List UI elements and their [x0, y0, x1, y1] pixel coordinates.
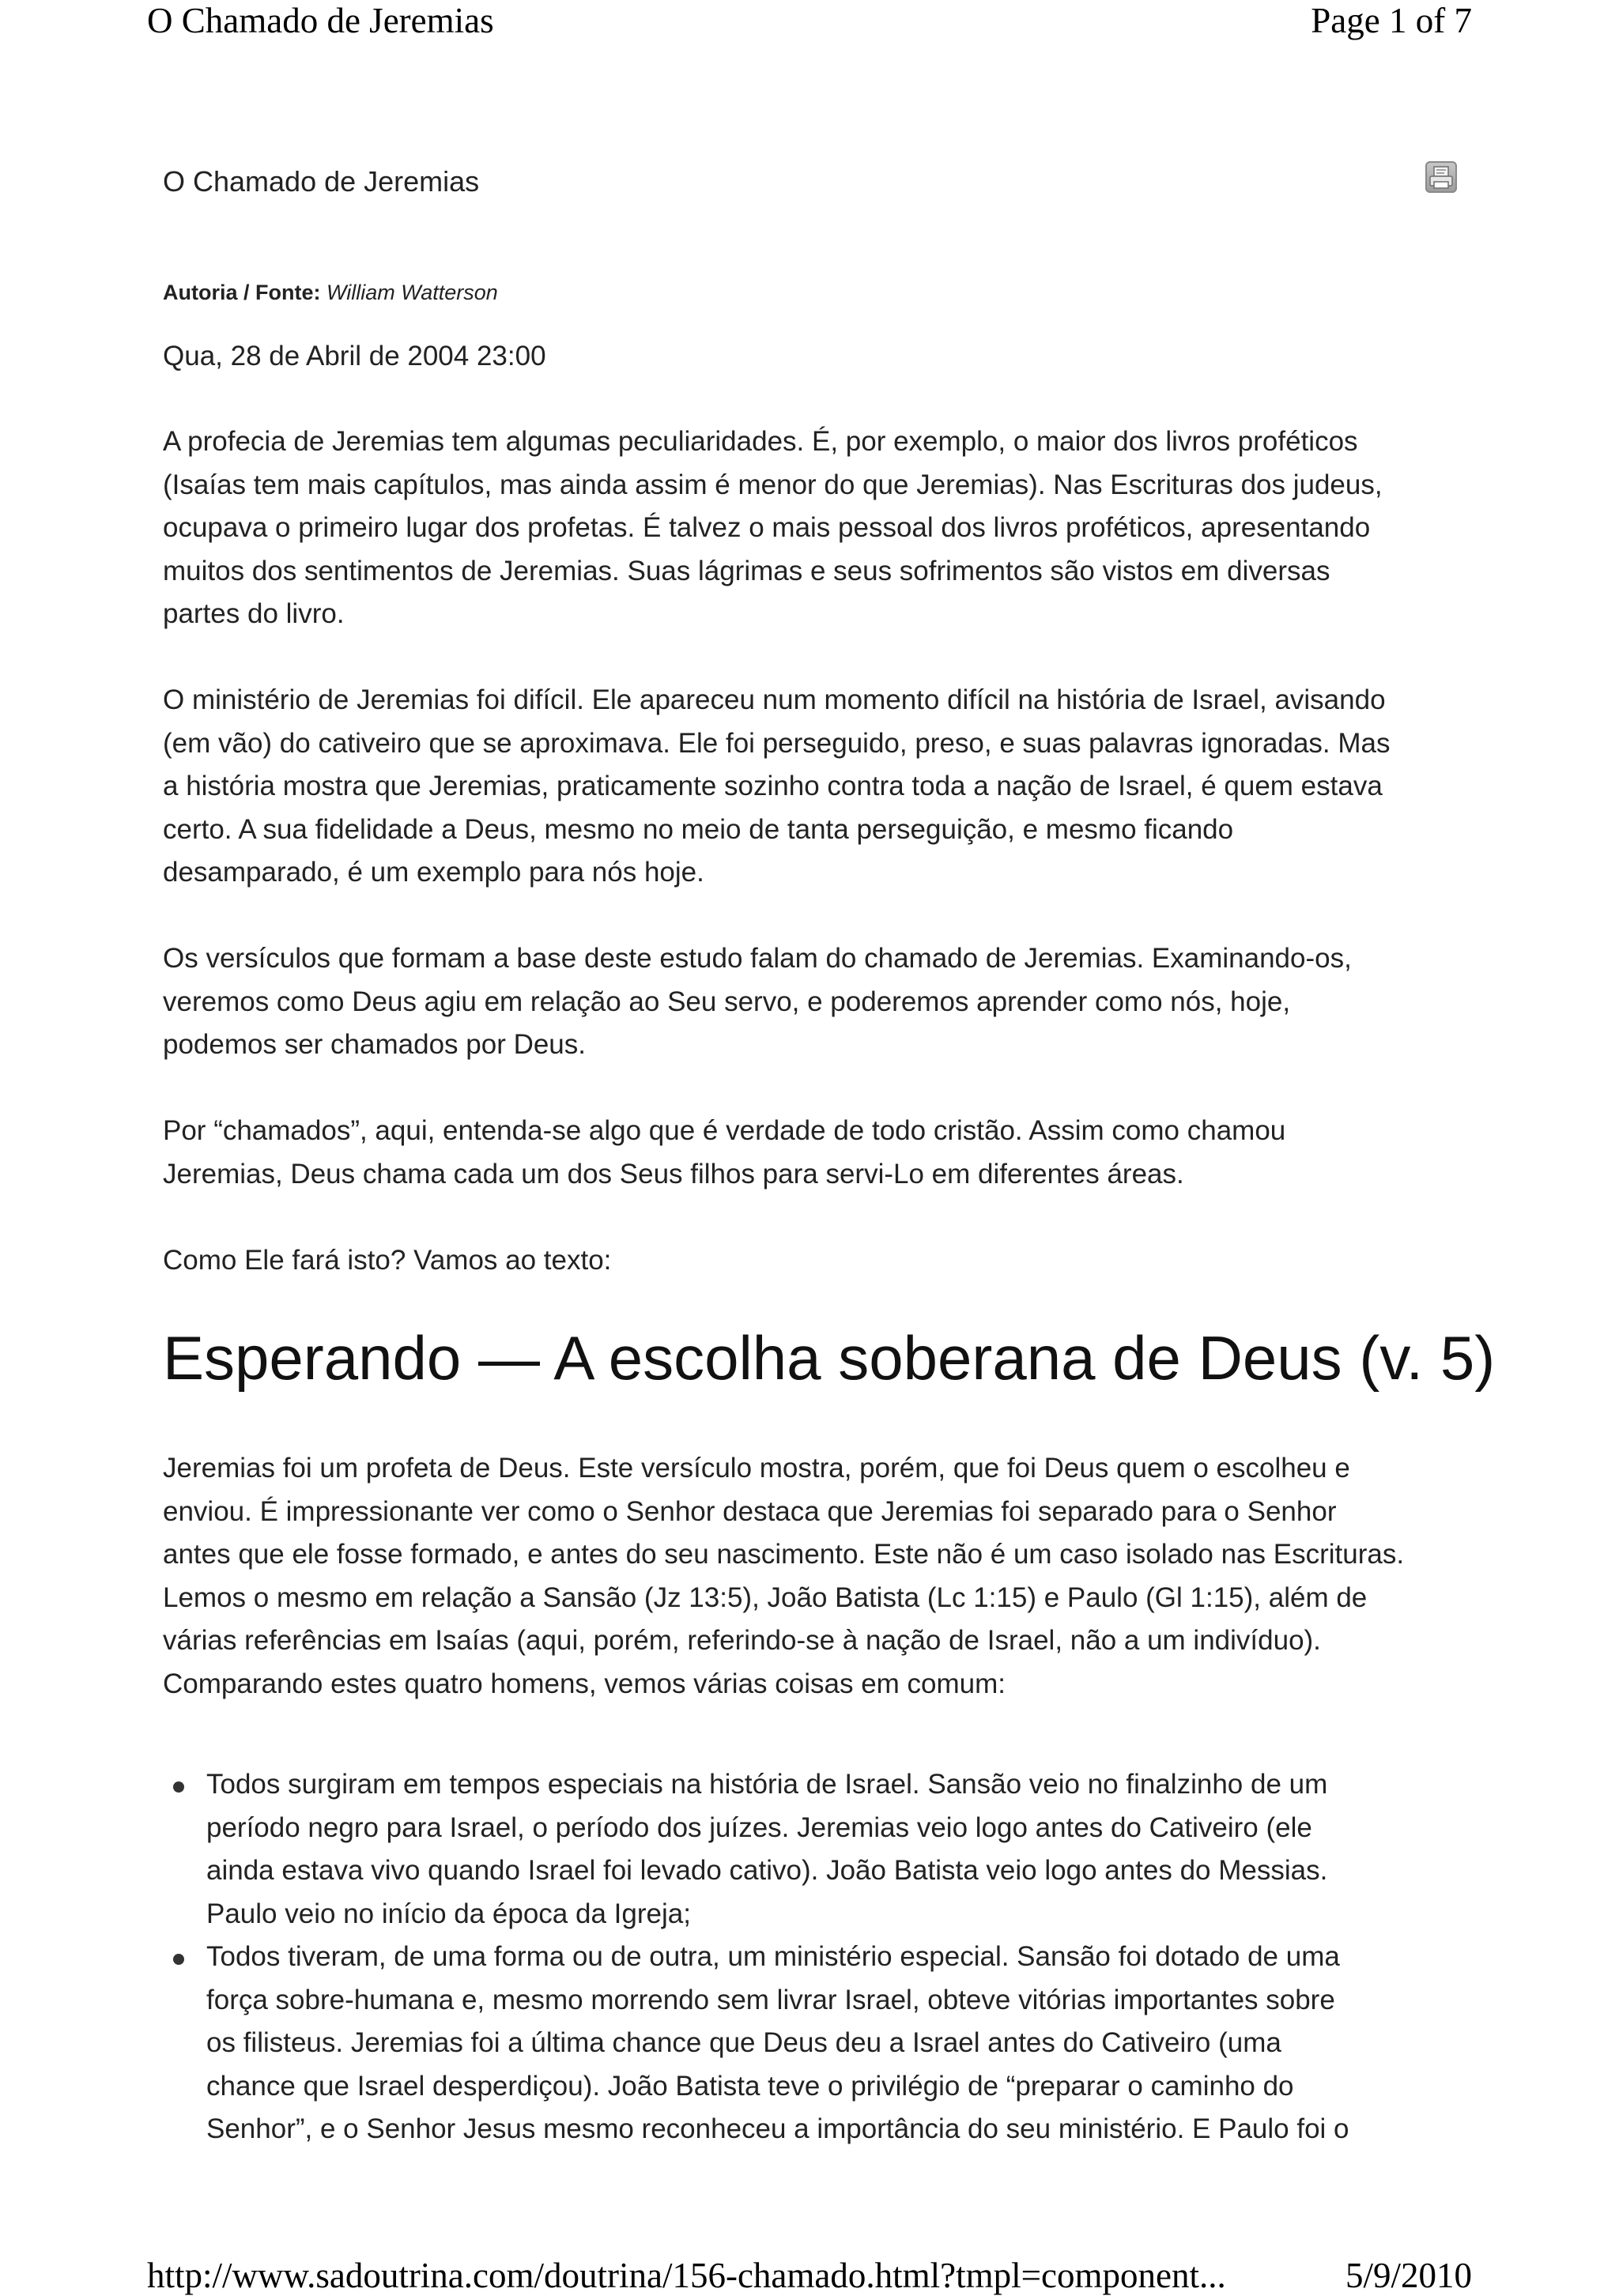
paragraph-line: Comparando estes quatro homens, vemos várias coisas em comum: — [163, 1668, 1006, 1699]
list-item-line: ainda estava vivo quando Israel foi levado cativo). João Batista veio logo antes do Messias. — [206, 1855, 1328, 1886]
paragraph-line: O ministério de Jeremias foi difícil. Ele apareceu num momento difícil na história de Israel, avisando — [163, 684, 1386, 715]
paragraph-line: Jeremias, Deus chama cada um dos Seus filhos para servi-Lo em diferentes áreas. — [163, 1158, 1184, 1189]
paragraph-line: ocupava o primeiro lugar dos profetas. É talvez o mais pessoal dos livros proféticos, apresentando — [163, 512, 1371, 543]
bullet-icon — [173, 1954, 184, 1965]
paragraph-line: enviou. É impressionante ver como o Senhor destaca que Jeremias foi separado para o Senhor — [163, 1495, 1337, 1527]
list-item-line: os filisteus. Jeremias foi a última chance que Deus deu a Israel antes do Cativeiro (uma — [206, 2027, 1281, 2058]
list-item — [163, 1936, 1459, 2151]
paragraph-line: certo. A sua fidelidade a Deus, mesmo no meio de tanta perseguição, e mesmo ficando — [163, 813, 1234, 845]
bullet-list — [163, 1763, 1459, 2151]
article-date: Qua, 28 de Abril de 2004 23:00 — [163, 341, 546, 371]
list-item — [163, 1763, 1459, 1936]
print-header — [147, 0, 1472, 47]
paragraph-line: Lemos o mesmo em relação a Sansão (Jz 13:5), João Batista (Lc 1:15) e Paulo (Gl 1:15), além de — [163, 1582, 1368, 1613]
paragraph-line: Os versículos que formam a base deste estudo falam do chamado de Jeremias. Examinando-os, — [163, 943, 1352, 974]
paragraph-line: A profecia de Jeremias tem algumas peculiaridades. É, por exemplo, o maior dos livros proféticos — [163, 426, 1358, 457]
paragraph-line: veremos como Deus agiu em relação ao Seu servo, e poderemos aprender como nós, hoje, — [163, 986, 1291, 1017]
paragraph-line: Por “chamados”, aqui, entenda-se algo que é verdade de todo cristão. Assim como chamou — [163, 1115, 1286, 1146]
print-footer-date: 5/9/2010 — [1345, 2256, 1472, 2295]
paragraph-line: podemos ser chamados por Deus. — [163, 1029, 586, 1060]
printer-icon[interactable] — [1425, 161, 1457, 193]
list-item-line: força sobre-humana e, mesmo morrendo sem livrar Israel, obteve vitórias importantes sobre — [206, 1984, 1335, 2015]
paragraph-1 — [163, 420, 1459, 636]
list-item-line: Senhor”, e o Senhor Jesus mesmo reconheceu a importância do seu ministério. E Paulo foi o — [206, 2113, 1349, 2144]
paragraph-3 — [163, 937, 1459, 1067]
list-item-line: chance que Israel desperdiçou). João Batista teve o privilégio de “preparar o caminho do — [206, 2070, 1294, 2102]
author-label: Autoria / Fonte: — [163, 281, 321, 304]
list-item-line: Paulo veio no início da época da Igreja; — [206, 1898, 691, 1929]
paragraph-4 — [163, 1110, 1459, 1196]
list-item-line: Todos tiveram, de uma forma ou de outra, um ministério especial. Sansão foi dotado de uma — [206, 1941, 1340, 1972]
article-author — [163, 278, 498, 307]
bullet-icon — [173, 1781, 184, 1793]
paragraph-line: Jeremias foi um profeta de Deus. Este versículo mostra, porém, que foi Deus quem o escolheu e — [163, 1453, 1350, 1484]
print-header-title: O Chamado de Jeremias — [147, 1, 494, 40]
paragraph-line: antes que ele fosse formado, e antes do seu nascimento. Este não é um caso isolado nas Escrituras. — [163, 1539, 1405, 1570]
list-item-line: Todos surgiram em tempos especiais na história de Israel. Sansão veio no finalzinho de um — [206, 1769, 1328, 1800]
paragraph-line: várias referências em Isaías (aqui, porém, referindo-se à nação de Israel, não a um indivíduo). — [163, 1625, 1321, 1656]
print-header-page-number: Page 1 of 7 — [1311, 1, 1472, 40]
list-item-line: período negro para Israel, o período dos juízes. Jeremias veio logo antes do Cativeiro (ele — [206, 1812, 1312, 1843]
paragraph-line: a história mostra que Jeremias, praticamente sozinho contra toda a nação de Israel, é quem estava — [163, 771, 1383, 801]
paragraph-line: (Isaías tem mais capítulos, mas ainda assim é menor do que Jeremias). Nas Escrituras dos judeus, — [163, 469, 1383, 500]
printer-icon-graphic — [1425, 161, 1457, 193]
print-footer — [147, 2255, 1472, 2295]
paragraph-line: desamparado, é um exemplo para nós hoje. — [163, 857, 704, 888]
section-heading: Esperando — A escolha soberana de Deus (v. 5) — [163, 1323, 1496, 1393]
print-footer-url[interactable]: http://www.sadoutrina.com/doutrina/156-chamado.html?tmpl=component... — [147, 2256, 1226, 2295]
paragraph-line: (em vão) do cativeiro que se aproximava. Ele foi perseguido, preso, e suas palavras ignoradas. Mas — [163, 727, 1391, 759]
author-name: William Watterson — [326, 281, 498, 304]
article-title: O Chamado de Jeremias — [163, 165, 480, 198]
paragraph-line: Como Ele fará isto? Vamos ao texto: — [163, 1245, 612, 1276]
section-paragraph — [163, 1447, 1459, 1706]
paragraph-2 — [163, 679, 1459, 895]
paragraph-5 — [163, 1239, 1459, 1283]
paragraph-line: partes do livro. — [163, 598, 345, 629]
paragraph-line: muitos dos sentimentos de Jeremias. Suas lágrimas e seus sofrimentos são vistos em diversas — [163, 555, 1330, 586]
